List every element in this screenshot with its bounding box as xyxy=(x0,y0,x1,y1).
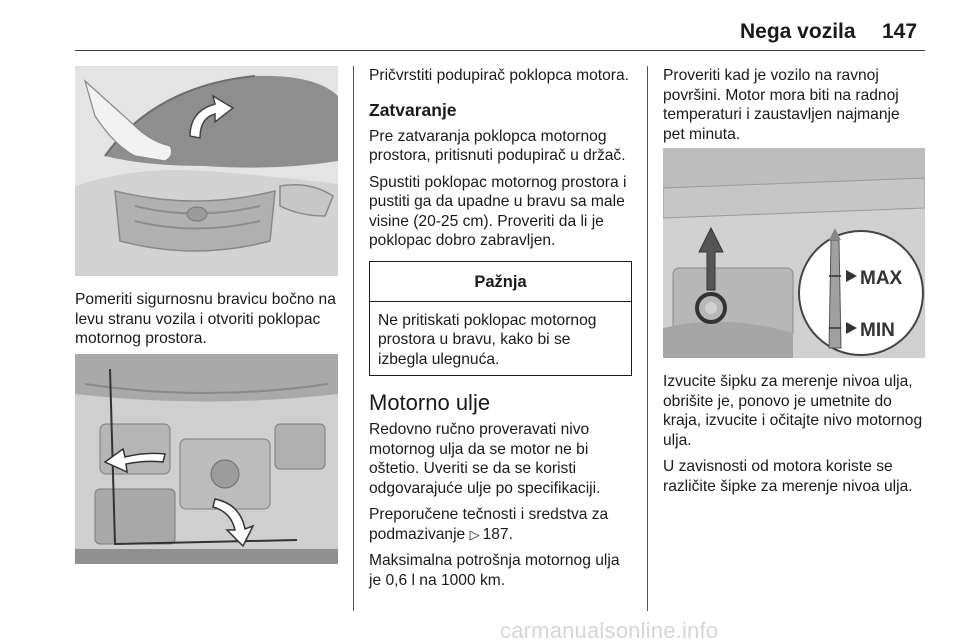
caution-notice-text: Ne pritiskati poklopac motornog prostora u bravu, kako bi se izbegla ulegnuća. xyxy=(378,311,597,368)
heading-closing: Zatvaranje xyxy=(369,99,457,120)
text-oil-recommendation-prefix: Preporučene tečnosti i sredstva za podmazivanje xyxy=(369,506,609,543)
text-oil-recommendation xyxy=(369,505,632,544)
dipstick-min-label: MIN xyxy=(860,320,895,341)
column-divider-1 xyxy=(353,66,354,611)
caution-notice-title: Pažnja xyxy=(370,262,631,302)
running-header-title: Nega vozila xyxy=(740,20,856,43)
hood-opening-illustration xyxy=(75,66,338,276)
caution-notice-box xyxy=(369,261,632,377)
heading-engine-oil: Motorno ulje xyxy=(369,390,491,415)
dipstick-max-label: MAX xyxy=(860,268,903,289)
dipstick-illustration xyxy=(663,148,925,358)
header-rule xyxy=(75,50,925,51)
text-oil-consumption: Maksimalna potrošnja motornog ulja je 0,6 l na 1000 km. xyxy=(369,552,620,589)
text-oil-check: Redovno ručno proveravati nivo motornog ulja da se motor ne bi oštetio. Uveriti se da se koristi odgovarajuće ulje po specifikaciji. xyxy=(369,421,601,497)
engine-bay-illustration xyxy=(75,354,338,564)
cross-reference-arrow-icon: ▷ xyxy=(469,526,480,542)
text-dipstick-variants: U zavisnosti od motora koriste se različite šipke za merenje nivoa ulja. xyxy=(663,458,913,495)
watermark: carmanualsonline.info xyxy=(500,618,719,643)
figure-caption-hood-release: Pomeriti sigurnosnu bravicu bočno na levu stranu vozila i otvoriti poklopac motornog prostora. xyxy=(75,291,336,347)
text-closing-2: Spustiti poklopac motornog prostora i pustiti ga da upadne u bravu sa male visine (20-25 cm). Proveriti da li je poklopac dobro zabravljen. xyxy=(369,173,627,249)
column-divider-2 xyxy=(647,66,648,611)
text-closing-1: Pre zatvaranja poklopca motornog prostora, pritisnuti podupirač u držač. xyxy=(369,127,626,164)
text-dipstick-instructions: Izvucite šipku za merenje nivoa ulja, obrišite je, ponovo je umetnite do kraja, izvucite i očitajte nivo motornog ulja. xyxy=(663,373,923,449)
text-oil-check-conditions: Proveriti kad je vozilo na ravnoj površini. Motor mora biti na radnoj temperaturi i zaustavljen najmanje pet minuta. xyxy=(663,67,900,143)
page-number: 147 xyxy=(882,20,918,43)
page-reference-link[interactable]: 187. xyxy=(482,525,513,543)
text-prop-rod: Pričvrstiti podupirač poklopca motora. xyxy=(369,67,630,84)
